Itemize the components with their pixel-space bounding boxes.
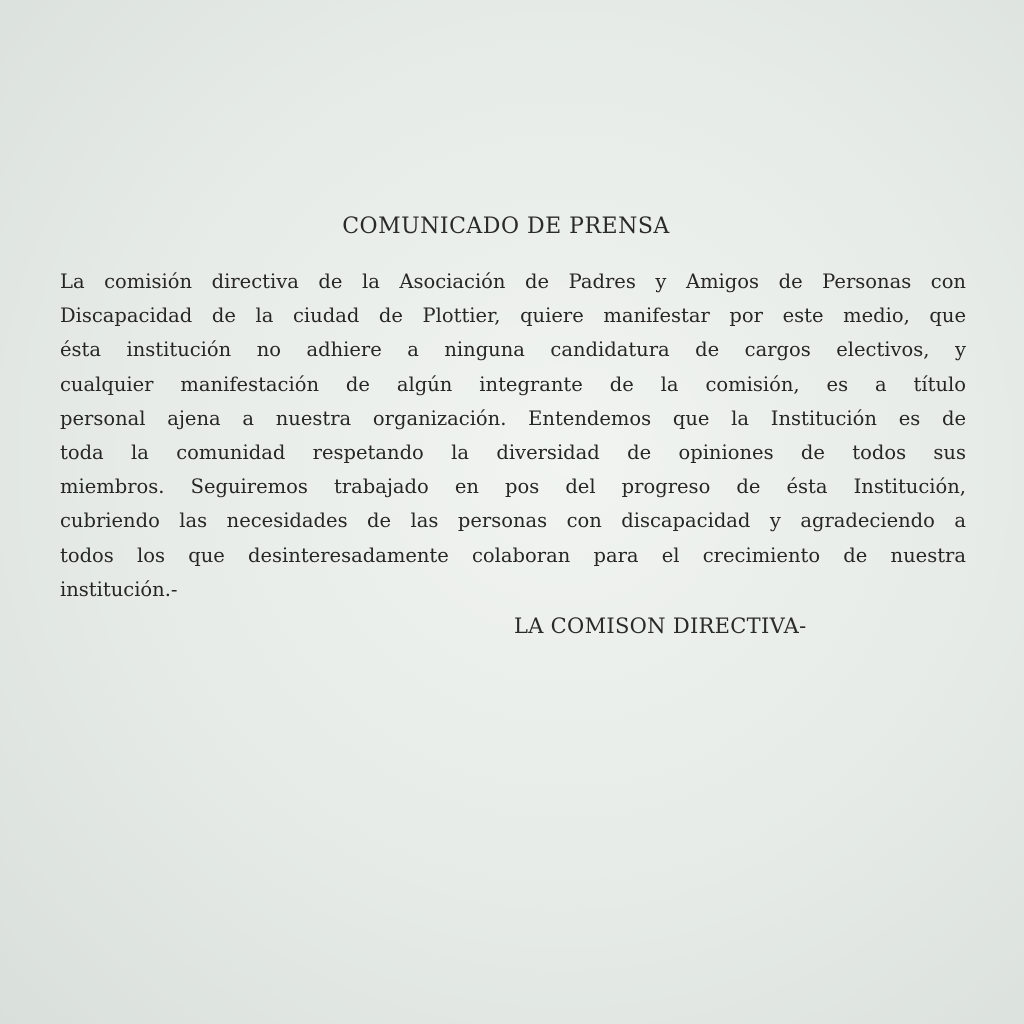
- body-line: personal ajena a nuestra organización. Entendemos que la Institución es de: [60, 406, 966, 430]
- body-line: La comisión directiva de la Asociación de Padres y Amigos de Personas con: [60, 270, 966, 293]
- body-line: cubriendo las necesidades de las personas con discapacidad y agradeciendo a: [60, 509, 966, 533]
- body-line: cualquier manifestación de algún integrante de la comisión, es a título: [60, 372, 966, 396]
- body-line: institución.-: [60, 577, 178, 601]
- body-line: todos los que desinteresadamente colaboran para el crecimiento de nuestra: [60, 543, 966, 567]
- body-line: ésta institución no adhiere a ninguna candidatura de cargos electivos, y: [60, 338, 966, 362]
- document-body: [60, 265, 966, 607]
- body-line: miembros. Seguiremos trabajado en pos del progreso de ésta Institución,: [60, 475, 966, 499]
- document-title: COMUNICADO DE PRENSA: [342, 214, 670, 239]
- body-line: Discapacidad de la ciudad de Plottier, quiere manifestar por este medio, que: [60, 304, 966, 328]
- signature: LA COMISON DIRECTIVA-: [514, 614, 807, 638]
- body-line: toda la comunidad respetando la diversidad de opiniones de todos sus: [60, 441, 966, 465]
